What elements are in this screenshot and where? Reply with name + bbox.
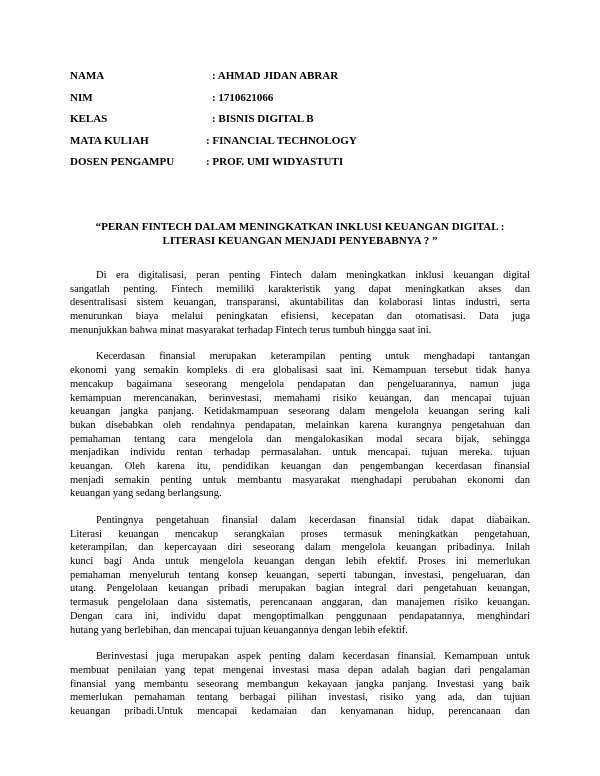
paragraph-line: finansial yang membantu seseorang membangun kekayaan jangka panjang. Investasi yang baik	[70, 678, 530, 690]
paragraph-line: Berinvestasi juga merupakan aspek penting dalam kecerdasan finansial. Kemampuan untuk	[96, 651, 530, 663]
paragraph-line: membuat penilaian yang tepat mengenai investasi masa depan adalah bagian dari pengalaman	[70, 664, 530, 676]
paragraph-line: keuangan pribadi.Untuk mencapai kedamaian dan kenyamanan hidup, perencanaan dan	[70, 705, 530, 717]
identity-value: : 1710621066	[212, 91, 274, 104]
identity-value: : BISNIS DIGITAL B	[212, 113, 314, 126]
paragraph-line: Dengan cara ini, individu dapat mengoptimalkan penggunaan pendapatannya, menghindari	[70, 610, 530, 622]
paragraph-line: Pentingnya pengetahuan finansial dalam kecerdasan finansial tidak dapat diabaikan.	[96, 515, 530, 526]
essay-body	[70, 269, 530, 732]
paragraph-line: pemahaman tentang cara mengelola dan mengalokasikan modal secara bijak, sehingga	[70, 433, 530, 445]
paragraph-line: Di era digitalisasi, peran penting Fintech dalam meningkatkan inklusi keuangan digital	[96, 270, 530, 281]
identity-value: : FINANCIAL TECHNOLOGY	[206, 134, 357, 147]
identity-label: NIM	[70, 91, 93, 104]
paragraph-line: menjadi semakin penting untuk membantu masyarakat menghadapi perubahan ekonomi dan	[70, 474, 530, 486]
paragraph-line: hutang yang berlebihan, dan mencapai tujuan keuangannya dengan lebih efektif.	[70, 624, 408, 636]
essay-title-line: LITERASI KEUANGAN MENJADI PENYEBABNYA ? ”	[162, 235, 438, 247]
paragraph-line: Kecerdasan finansial merupakan keterampilan penting untuk menghadapi tantangan	[96, 351, 530, 363]
paragraph-line: desentralisasi sistem keuangan, transparansi, akuntabilitas dan kolaborasi lintas industri, serta	[70, 297, 530, 309]
paragraph	[70, 650, 530, 718]
paragraph-line: memerlukan pemahaman tentang berbagai pilihan investasi, risiko yang ada, dan tujuan	[70, 692, 530, 704]
paragraph-line: keuangan yang sedang berlangsung.	[70, 488, 222, 500]
identity-value: : PROF. UMI WIDYASTUTI	[206, 156, 344, 169]
paragraph	[70, 350, 530, 501]
paragraph	[70, 514, 530, 637]
identity-label: KELAS	[70, 113, 108, 126]
paragraph-line: mencakup bagaimana seseorang mengelola pendapatan dan pengeluarannya, namun juga	[70, 378, 530, 390]
paragraph-line: Literasi keuangan mencakup serangkaian proses termasuk meningkatkan pengetahuan,	[70, 528, 530, 540]
paragraph-line: termasuk pengelolaan dana sistematis, perencanaan anggaran, dan manajemen risiko keuangan.	[70, 597, 530, 609]
paragraph-line: ekonomi yang semakin kompleks di era globalisasi saat ini. Kemampuan tersebut tidak hanya	[70, 365, 530, 377]
identity-label: DOSEN PENGAMPU	[70, 156, 175, 169]
paragraph-line: menurunkan biaya melalui peningkatan efisiensi, kecepatan dan otomatisasi. Data juga	[70, 311, 530, 323]
identity-value: : AHMAD JIDAN ABRAR	[212, 70, 339, 82]
identity-label: NAMA	[70, 70, 105, 82]
paragraph-line: bukan disebabkan oleh rendahnya pendapatan, melainkan karena kurangnya pengetahuan dan	[70, 419, 530, 431]
paragraph	[70, 269, 530, 337]
paragraph-line: menunjukkan bahwa minat masyarakat terhadap Fintech terus tumbuh hingga saat ini.	[70, 324, 432, 336]
paragraph-line: menjadikan individu rentan terhadap permasalahan. untuk mencapai. tujuan mereka. tujuan	[70, 447, 530, 459]
paragraph-line: kunci bagi Anda untuk mengelola keuangan dengan lebih efektif. Proses ini memerlukan	[70, 556, 530, 568]
paragraph-line: utang. Pengelolaan keuangan pribadi merupakan bagian integral dari pengetahuan keuangan,	[70, 583, 530, 595]
paragraph-line: keuangan. Oleh karena itu, pendidikan keuangan dan pengembangan kecerdasan finansial	[70, 460, 530, 472]
paragraph-line: sangatlah penting. Fintech memiliki karakteristik yang dapat meningkatkan akses dan	[70, 283, 530, 295]
paragraph-line: kemampuan merencanakan, berinvestasi, memahami risiko keuangan, dan mencapai tujuan	[70, 392, 530, 404]
essay-title	[70, 220, 530, 248]
paragraph-line: keuangan jangka panjang. Ketidakmampuan seseorang dalam mengelola keuangan sering kali	[70, 406, 530, 418]
paragraph-line: pemahaman menyeluruh tentang konsep keuangan, seperti tabungan, investasi, pengeluaran, dan	[70, 569, 530, 581]
paragraph-line: keterampilan, dan kepercayaan diri seseorang dalam mengelola keuangan pribadinya. Inilah	[70, 542, 530, 554]
essay-title-line: “PERAN FINTECH DALAM MENINGKATKAN INKLUSI KEUANGAN DIGITAL :	[95, 221, 505, 233]
identity-label: MATA KULIAH	[70, 134, 149, 147]
